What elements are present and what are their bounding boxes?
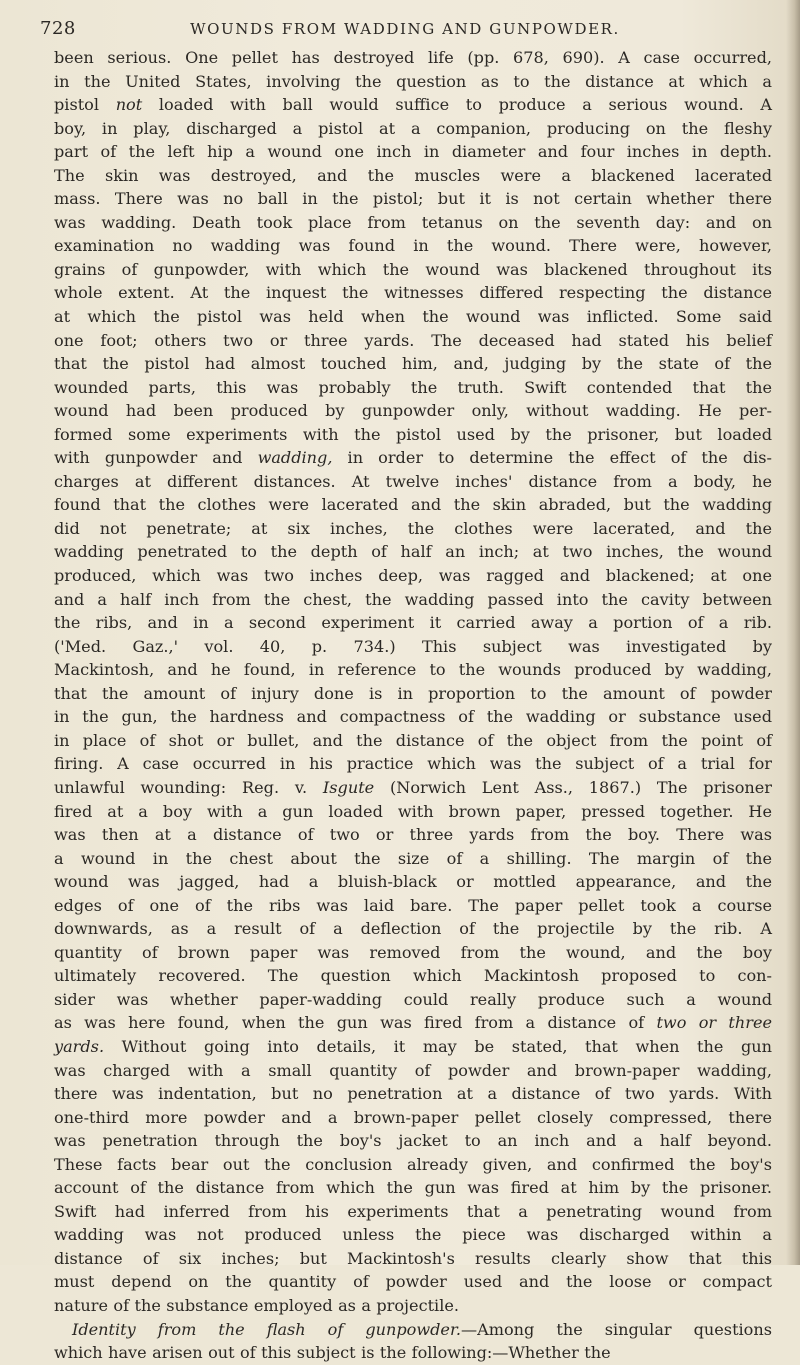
text-line bbox=[54, 1318, 772, 1342]
text-line: in the gun, the hardness and compactness of the wadding or substance used bbox=[54, 707, 772, 727]
text-line: and a half inch from the chest, the wadding passed into the cavity between bbox=[54, 589, 772, 609]
text-line: the ribs, and in a second experiment it carried away a portion of a rib. bbox=[54, 613, 772, 633]
text-line: ('Med. Gaz.,' vol. 40, p. 734.) This subject was investigated by bbox=[54, 636, 772, 656]
text-line: one foot; others two or three yards. The deceased had stated his belief bbox=[54, 330, 772, 350]
text-line: one-third more powder and a brown-paper pellet closely compressed, there bbox=[54, 1107, 772, 1127]
text-line: was wadding. Death took place from tetanus on the seventh day: and on bbox=[54, 212, 772, 232]
text-line: wadding was not produced unless the piece was discharged within a bbox=[54, 1225, 772, 1245]
running-title: WOUNDS FROM WADDING AND GUNPOWDER. bbox=[190, 20, 620, 38]
text-line: must depend on the quantity of powder used and the loose or compact bbox=[54, 1272, 772, 1292]
text-line: examination no wadding was found in the wound. There were, however, bbox=[54, 236, 772, 256]
text-line: formed some experiments with the pistol used by the prisoner, but loaded bbox=[54, 424, 772, 444]
section-heading: Identity from the flash of gunpowder. bbox=[72, 1319, 462, 1339]
text-line: Mackintosh, and he found, in reference to the wounds produced by wadding, bbox=[54, 660, 772, 680]
text-line: pistol not loaded with ball would suffice to produce a serious wound. A bbox=[54, 95, 772, 115]
text-line: sider was whether paper-wadding could really produce such a wound bbox=[54, 989, 772, 1009]
text-line: wadding penetrated to the depth of half an inch; at two inches, the wound bbox=[54, 542, 772, 562]
text-line: that the amount of injury done is in proportion to the amount of powder bbox=[54, 683, 772, 703]
text-line: was charged with a small quantity of powder and brown-paper wadding, bbox=[54, 1060, 772, 1080]
text-line: whole extent. At the inquest the witnesses differed respecting the distance bbox=[54, 283, 772, 303]
text-line: at which the pistol was held when the wound was inflicted. Some said bbox=[54, 307, 772, 327]
text-line: firing. A case occurred in his practice which was the subject of a trial for bbox=[54, 754, 772, 774]
text-line: produced, which was two inches deep, was ragged and blackened; at one bbox=[54, 566, 772, 586]
text-line: wound had been produced by gunpowder only, without wadding. He per- bbox=[54, 401, 772, 421]
text-line: account of the distance from which the gun was fired at him by the prisoner. bbox=[54, 1178, 772, 1198]
text-line: grains of gunpowder, with which the wound was blackened throughout its bbox=[54, 259, 772, 279]
text-line: which have arisen out of this subject is the following:—Whether the bbox=[54, 1343, 611, 1363]
text-line: been serious. One pellet has destroyed life (pp. 678, 690). A case occurred, bbox=[54, 48, 772, 67]
text-line: in the United States, involving the question as to the distance at which a bbox=[54, 71, 772, 91]
text-line: fired at a boy with a gun loaded with brown paper, pressed together. He bbox=[54, 801, 772, 821]
text-fragment: —Among the singular questions bbox=[461, 1319, 772, 1339]
text-line: that the pistol had almost touched him, and, judging by the state of the bbox=[54, 354, 772, 374]
text-line: yards. Without going into details, it may be stated, that when the gun bbox=[54, 1036, 772, 1056]
text-line: These facts bear out the conclusion already given, and confirmed the boy's bbox=[54, 1154, 772, 1174]
page-edge-shadow bbox=[786, 0, 800, 1265]
body-text bbox=[54, 46, 772, 1365]
text-line: boy, in play, discharged a pistol at a companion, producing on the fleshy bbox=[54, 118, 772, 138]
text-line: a wound in the chest about the size of a shilling. The margin of the bbox=[54, 848, 772, 868]
text-line: charges at different distances. At twelve inches' distance from a body, he bbox=[54, 471, 772, 491]
text-line: wound was jagged, had a bluish-black or mottled appearance, and the bbox=[54, 872, 772, 892]
text-line: with gunpowder and wadding, in order to determine the effect of the dis- bbox=[54, 448, 772, 468]
text-line: ultimately recovered. The question which Mackintosh proposed to con- bbox=[54, 966, 772, 986]
text-line: Swift had inferred from his experiments that a penetrating wound from bbox=[54, 1201, 772, 1221]
text-line: distance of six inches; but Mackintosh's results clearly show that this bbox=[54, 1248, 772, 1268]
text-line: as was here found, when the gun was fired from a distance of two or three bbox=[54, 1013, 772, 1033]
text-line: quantity of brown paper was removed from the wound, and the boy bbox=[54, 942, 772, 962]
text-line: in place of shot or bullet, and the distance of the object from the point of bbox=[54, 730, 772, 750]
text-line: nature of the substance employed as a projectile. bbox=[54, 1295, 459, 1315]
paragraph-2 bbox=[54, 1318, 772, 1365]
text-line: wounded parts, this was probably the truth. Swift contended that the bbox=[54, 377, 772, 397]
text-line: edges of one of the ribs was laid bare. The paper pellet took a course bbox=[54, 895, 772, 915]
text-line: mass. There was no ball in the pistol; but it is not certain whether there bbox=[54, 189, 772, 209]
text-line: was penetration through the boy's jacket to an inch and a half beyond. bbox=[54, 1131, 772, 1151]
text-line: did not penetrate; at six inches, the clothes were lacerated, and the bbox=[54, 518, 772, 538]
text-line: was then at a distance of two or three yards from the boy. There was bbox=[54, 825, 772, 845]
text-line: part of the left hip a wound one inch in diameter and four inches in depth. bbox=[54, 142, 772, 162]
page-header bbox=[40, 14, 740, 40]
paragraph-1 bbox=[54, 46, 772, 1318]
text-line: The skin was destroyed, and the muscles were a blackened lacerated bbox=[54, 165, 772, 185]
text-line: unlawful wounding: Reg. v. Isgute (Norwich Lent Ass., 1867.) The prisoner bbox=[54, 777, 772, 797]
text-line: downwards, as a result of a deflection of the projectile by the rib. A bbox=[54, 919, 772, 939]
text-line: there was indentation, but no penetration at a distance of two yards. With bbox=[54, 1084, 772, 1104]
text-line: found that the clothes were lacerated and the skin abraded, but the wadding bbox=[54, 495, 772, 515]
page-number: 728 bbox=[40, 18, 76, 39]
